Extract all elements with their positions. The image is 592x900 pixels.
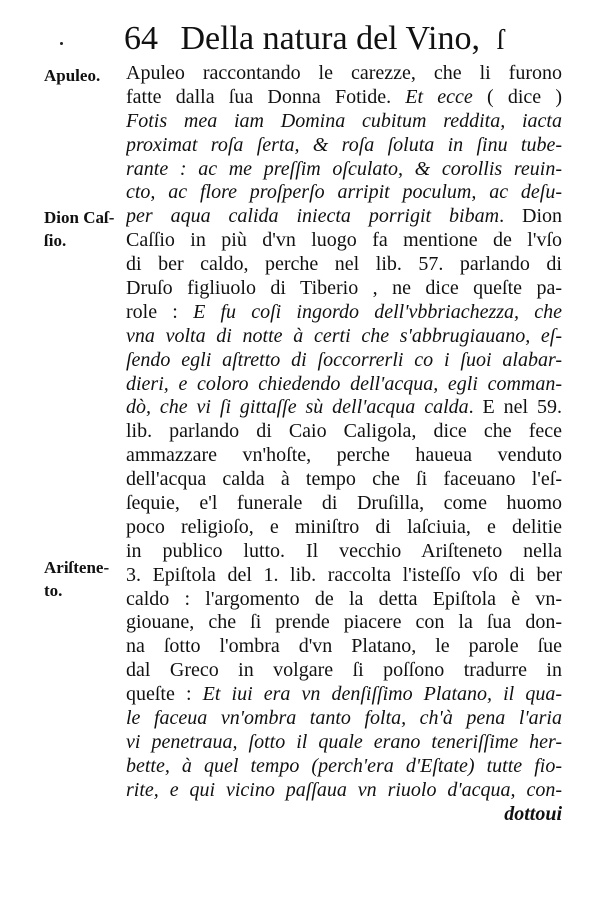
italic-text: vi penetraua, ſotto il quale erano teneriſſime her- [126, 730, 562, 753]
italic-text: Fotis mea iam Domina cubitum reddita, iacta [126, 109, 562, 132]
text-line [126, 253, 562, 277]
roman-text: poco religioſo, e miniſtro di laſciuia, e delitie [126, 515, 562, 538]
italic-text: dò, che vi ſi gittaſſe sù dell'acqua calda [126, 396, 469, 419]
text-line [126, 540, 562, 564]
text-line [126, 611, 562, 635]
text-line [126, 277, 562, 301]
roman-text: Caſſio in più d'vn luogo fa mentione de l'vſo [126, 229, 562, 252]
text-line [126, 181, 562, 205]
text-line [126, 516, 562, 540]
text-line [126, 86, 562, 110]
italic-text: Et iui era vn denſiſſimo Platano, il qua- [202, 683, 562, 706]
page-header [124, 14, 504, 64]
roman-text: caldo : l'argomento de la detta Epiſtola è vn- [126, 587, 562, 610]
roman-text: lib. parlando di Caio Caligola, dice che fece [126, 420, 562, 443]
roman-text: Druſo figliuolo di Tiberio , ne dice queſte pa- [126, 277, 562, 300]
text-line [126, 229, 562, 253]
roman-text: ſequie, e'l funerale di Druſilla, come huomo [126, 492, 562, 515]
header-corner-mark: ſ [496, 25, 505, 56]
roman-text: ammazzare vn'hoſte, perche haueua venduto [126, 444, 562, 467]
text-line [126, 588, 562, 612]
text-line [126, 420, 562, 444]
text-line [126, 158, 562, 182]
running-title: Della natura del Vino, [180, 20, 480, 57]
roman-text: dal Greco in volgare ſi poſſono tradurre in [126, 659, 562, 682]
roman-text: na ſotto l'ombra d'vn Platano, le parole ſue [126, 635, 562, 658]
text-line [126, 396, 562, 420]
roman-text: di ber caldo, perche nel lib. 57. parlando di [126, 253, 562, 276]
catchword: dottoui [504, 802, 562, 825]
italic-text: vna volta di notte à certi che s'abbrugiauano, eſ- [126, 324, 562, 347]
italic-text: cto, ac flore proſperſo arripit poculum, ac deſu- [126, 181, 562, 204]
margin-note-line: Apuleo. [44, 66, 101, 85]
roman-text: . E nel 59. [468, 396, 562, 419]
italic-text: rite, e qui vicino paſſaua vn riuolo d'acqua, con- [126, 778, 562, 801]
roman-text: dell'acqua calda à tempo che ſi faceuano l'eſ- [126, 468, 562, 491]
margin-note-apuleo [44, 64, 120, 87]
text-line [126, 301, 562, 325]
text-line [126, 683, 562, 707]
text-line [126, 468, 562, 492]
text-line [126, 373, 562, 397]
margin-note-line: Dion Caſ- [44, 208, 115, 227]
text-line [126, 62, 562, 86]
text-line [126, 444, 562, 468]
text-line [126, 755, 562, 779]
italic-text: rante : ac me preſſim oſculato, & corollis reuin- [126, 157, 562, 180]
text-line [126, 134, 562, 158]
margin-note-line: to. [44, 581, 63, 600]
text-line [126, 205, 562, 229]
italic-text: ſendo egli aſtretto di ſoccorrerli co i ſuoi alabar- [126, 348, 562, 371]
ink-dot [60, 42, 63, 45]
italic-text: le faceua vn'ombra tanto folta, ch'à pena l'aria [126, 707, 562, 730]
text-line [126, 325, 562, 349]
margin-note-line: ſio. [44, 231, 67, 250]
text-line [126, 110, 562, 134]
page-number: 64 [124, 20, 158, 57]
italic-text: Et ecce [405, 85, 473, 108]
text-line [126, 564, 562, 588]
text-line [126, 779, 562, 803]
italic-text: bette, à quel tempo (perch'era d'Eſtate) tutte fio- [126, 754, 562, 777]
text-line [126, 707, 562, 731]
margin-note-aristeneto [44, 556, 120, 602]
roman-text: 3. Epiſtola del 1. lib. raccolta l'isteſſo vſo di ber [126, 563, 562, 586]
italic-text: proximat roſa ſerta, & roſa ſoluta in ſinu tube- [126, 133, 562, 156]
roman-text: in publico lutto. Il vecchio Ariſteneto nella [126, 539, 562, 562]
italic-text: E fu coſi ingordo dell'vbbriachezza, che [193, 300, 562, 323]
text-line [126, 635, 562, 659]
text-line [126, 659, 562, 683]
roman-text: queſte : [126, 683, 203, 706]
text-line [126, 492, 562, 516]
roman-text: Apuleo raccontando le carezze, che li furono [126, 62, 562, 84]
roman-text: giouane, che ſi prende piacere con la ſua don- [126, 611, 562, 634]
margin-note-line: Ariſtene- [44, 558, 110, 577]
body-text [126, 62, 562, 827]
text-line [126, 349, 562, 373]
roman-text: ( dice ) [472, 85, 562, 108]
margin-note-dion-cassio [44, 206, 120, 252]
italic-text: per aqua calida iniecta porrigit bibam [126, 205, 500, 228]
roman-text: role : [126, 300, 194, 323]
text-line [126, 731, 562, 755]
italic-text: dieri, e coloro chiedendo dell'acqua, egli comman- [126, 372, 562, 395]
roman-text: . Dion [499, 205, 562, 228]
roman-text: fatte dalla ſua Donna Fotide. [126, 85, 406, 108]
